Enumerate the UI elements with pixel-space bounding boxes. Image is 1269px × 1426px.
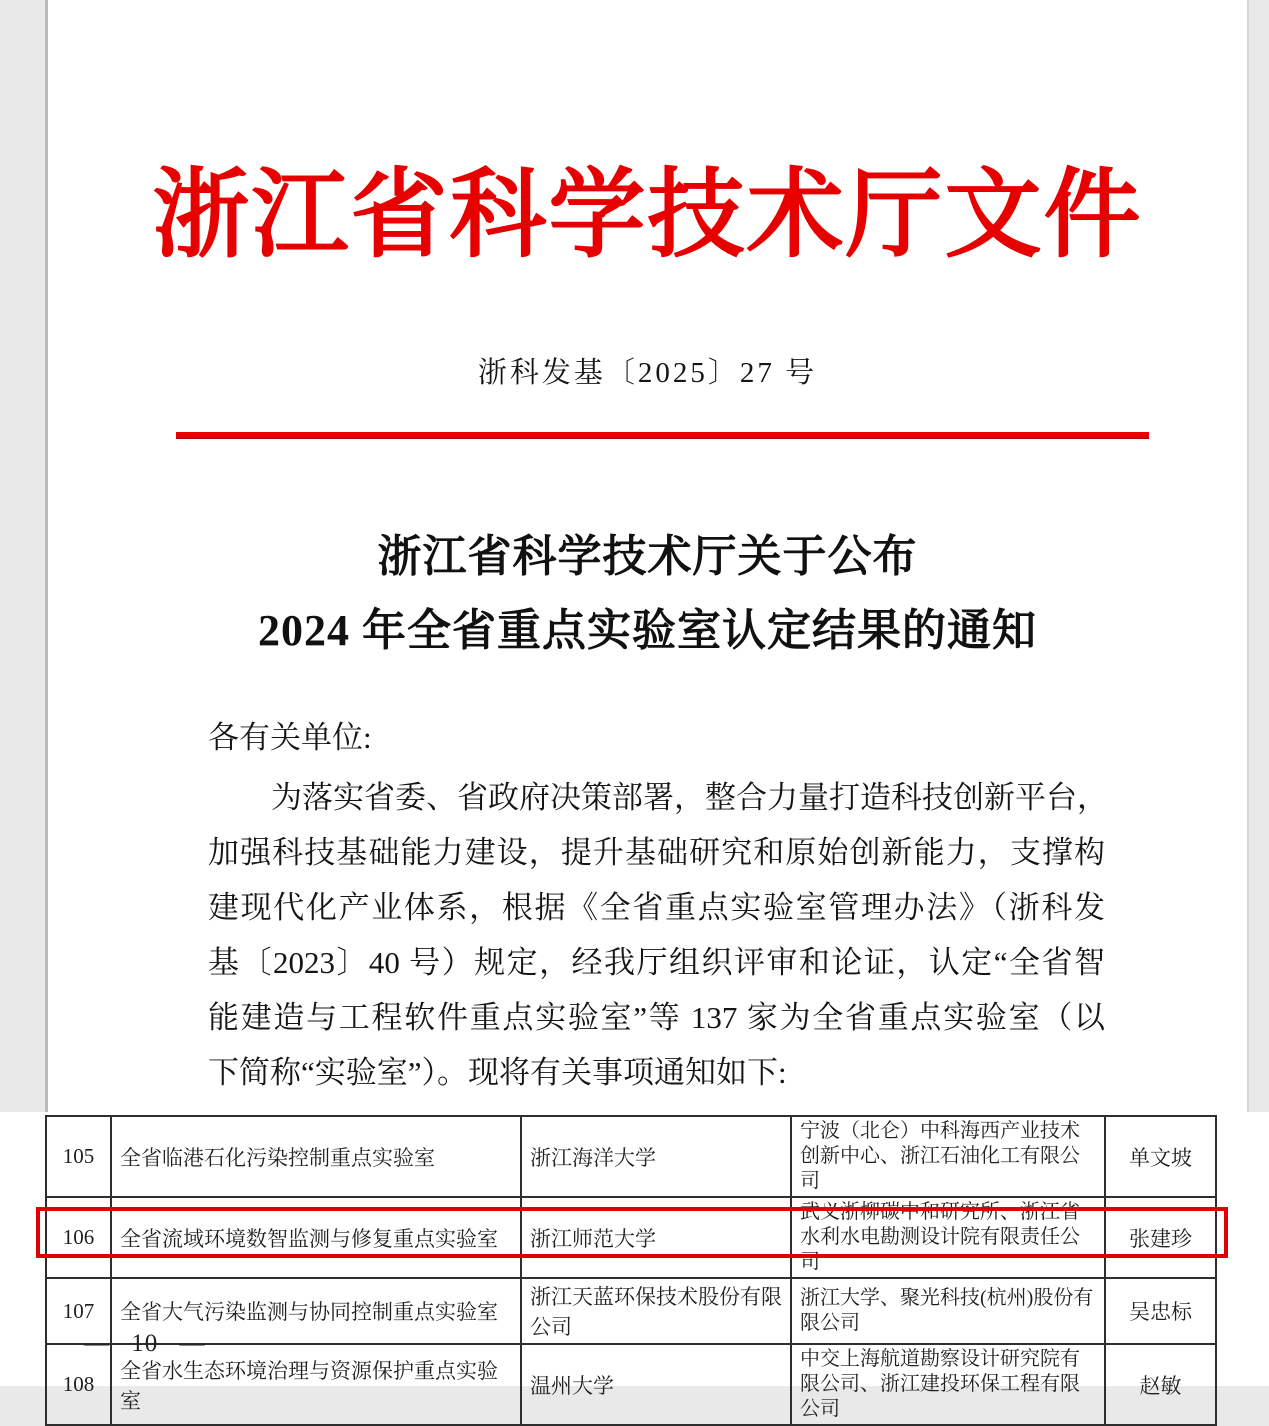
letterhead-title: 浙江省科学技术厅文件: [152, 162, 1143, 269]
salutation: 各有关单位:: [208, 720, 372, 755]
body-line: 加强科技基础能力建设，提升基础研究和原始创新能力，支撑构: [208, 835, 1105, 870]
institution-cell: 浙江师范大学: [521, 1197, 791, 1278]
institution-cell: 浙江天蓝环保技术股份有限公司: [521, 1278, 791, 1344]
partners-cell: 浙江大学、聚光科技(杭州)股份有限公司: [791, 1278, 1105, 1344]
director-cell: 吴忠标: [1105, 1278, 1216, 1344]
row-number-cell: 106: [46, 1197, 111, 1278]
red-divider-rule: [176, 432, 1149, 439]
body-line: 下简称“实验室”）。现将有关事项通知如下:: [208, 1055, 787, 1090]
body-line: 为落实省委、省政府决策部署，整合力量打造科技创新平台，: [271, 780, 1108, 815]
director-cell: 单文坡: [1105, 1116, 1216, 1197]
row-number-cell: 105: [46, 1116, 111, 1197]
partners-cell: 宁波（北仑）中科海西产业技术创新中心、浙江石油化工有限公司: [791, 1116, 1105, 1197]
row-number-cell: 108: [46, 1344, 111, 1425]
body-line: 能建造与工程软件重点实验室”等 137 家为全省重点实验室（以: [208, 1000, 1105, 1035]
partners-cell: 中交上海航道勘察设计研究院有限公司、浙江建投环保工程有限公司: [791, 1344, 1105, 1425]
director-cell: 张建珍: [1105, 1197, 1216, 1278]
body-paragraph: [208, 770, 1108, 1100]
row-number-cell: 107: [46, 1278, 111, 1344]
notice-title-line1: 浙江省科学技术厅关于公布: [377, 532, 918, 581]
notice-title: [48, 520, 1247, 668]
laboratory-list-table: [45, 1115, 1217, 1426]
institution-cell: 浙江海洋大学: [521, 1116, 791, 1197]
lab-name-cell: 全省流域环境数智监测与修复重点实验室: [111, 1197, 521, 1278]
body-line: 基〔2023〕40 号）规定，经我厅组织评审和论证，认定“全省智: [208, 945, 1105, 980]
lab-name-cell: 全省水生态环境治理与资源保护重点实验室: [111, 1344, 521, 1425]
lab-name-cell: 全省临港石化污染控制重点实验室: [111, 1116, 521, 1197]
body-line: 建现代化产业体系，根据《全省重点实验室管理办法》（浙科发: [208, 890, 1105, 925]
page-number: — 10 —: [84, 1330, 206, 1357]
document-page: [45, 0, 1249, 1112]
lab-name-cell: 全省大气污染监测与协同控制重点实验室: [111, 1278, 521, 1344]
table-row-highlighted: [46, 1278, 1216, 1344]
table-row: [46, 1344, 1216, 1425]
notice-title-line2: 2024 年全省重点实验室认定结果的通知: [258, 606, 1037, 655]
document-number: 浙科发基〔2025〕27 号: [477, 357, 818, 389]
institution-cell: 温州大学: [521, 1344, 791, 1425]
table-row: [46, 1197, 1216, 1278]
table-row: [46, 1116, 1216, 1197]
director-cell: 赵敏: [1105, 1344, 1216, 1425]
partners-cell: 武义浙柳碳中和研究所、浙江省水利水电勘测设计院有限责任公司: [791, 1197, 1105, 1278]
